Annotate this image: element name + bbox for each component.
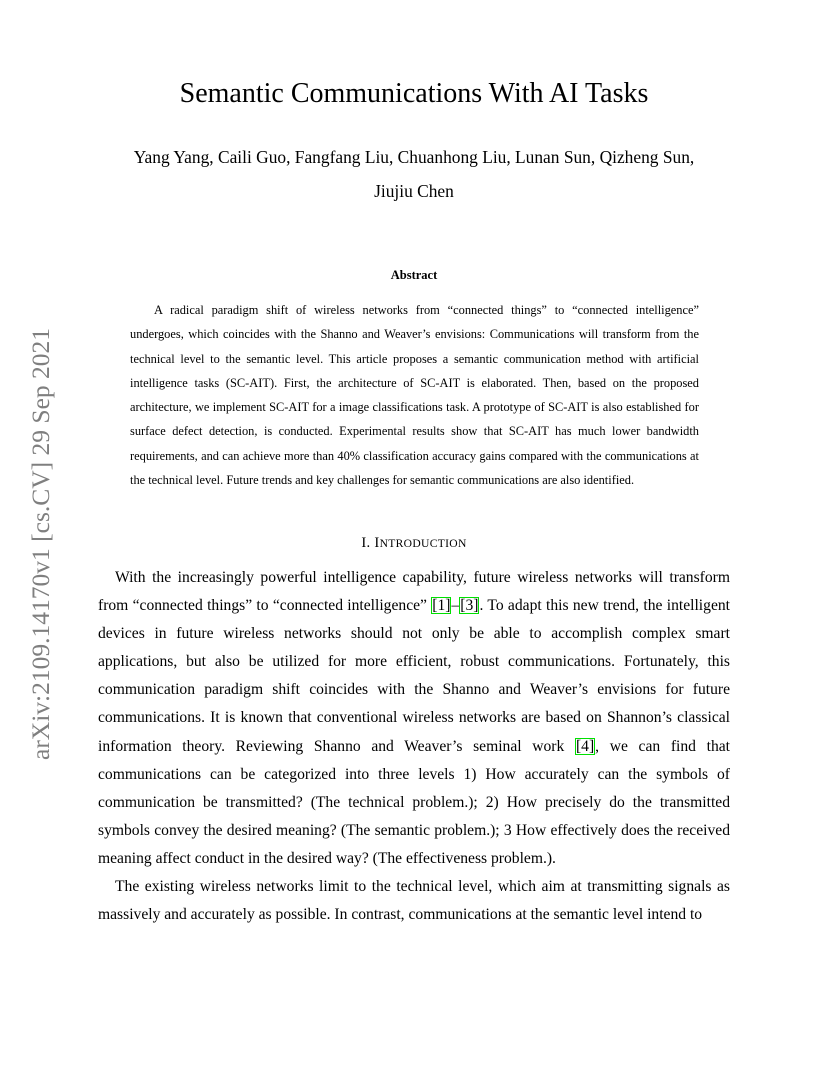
paragraph-text: , we can find that communications can be categorized into three levels 1) How accurately can the symbols of communication be transmitted? (The technical problem.); 2) How precisely do the transmitted symbols convey the desired meaning? (The semantic problem.); 3 How effectively does the received meaning affect conduct in the desired way? (The effectiveness problem.). [98, 737, 730, 867]
authors-line-1: Yang Yang, Caili Guo, Fangfang Liu, Chuanhong Liu, Lunan Sun, Qizheng Sun, [133, 147, 695, 167]
citation-link-1[interactable]: [1] [432, 597, 451, 615]
introduction-paragraph-2: The existing wireless networks limit to the technical level, which aim at transmitting signals as massively and accurately as possible. In contrast, communications at the semantic level intend to [98, 878, 730, 924]
introduction-paragraph-1 [98, 564, 730, 873]
authors-line-2: Jiujiu Chen [374, 181, 454, 201]
paragraph-text: . To adapt this new trend, the intelligent devices in future wireless networks should not only be able to accomplish complex smart applications, but also be utilized for more efficient, robust communications. Fortunately, this communication paradigm shift coincides with the Shanno and Weaver’s envisions for future communications. It is known that conventional wireless networks are based on Shannon’s classical information theory. Reviewing Shanno and Weaver’s seminal work [98, 597, 730, 755]
citation-link-3[interactable]: [3] [460, 597, 479, 615]
paragraph-text: With the increasingly powerful intelligence capability, future wireless networks will transform from “connected things” to “connected intelligence” [98, 569, 730, 615]
author-list [98, 140, 730, 208]
section-heading [0, 535, 828, 552]
section-title-initial: I [374, 535, 380, 551]
abstract-text: A radical paradigm shift of wireless networks from “connected things” to “connected intelligence” undergoes, which coincides with the Shanno and Weaver’s envisions: Communications will transform from the technical level to the semantic level. This article proposes a semantic communication method with artificial intelligence tasks (SC-AIT). First, the architecture of SC-AIT is elaborated. Then, based on the proposed architecture, we implement SC-AIT for a image classifications task. A prototype of SC-AIT is also established for surface defect detection, is conducted. Experimental results show that SC-AIT has much lower bandwidth requirements, and can achieve more than 40% classification accuracy gains compared with the communications at the technical level. Future trends and key challenges for semantic communications are also identified. [130, 303, 699, 488]
section-title-rest: NTRODUCTION [379, 537, 467, 550]
section-number: I. [361, 535, 371, 551]
citation-range-dash: – [451, 597, 460, 615]
citation-link-4[interactable]: [4] [575, 737, 595, 755]
paper-title: Semantic Communications With AI Tasks [179, 78, 649, 109]
arxiv-identifier: arXiv:2109.14170v1 [cs.CV] 29 Sep 2021 [26, 327, 55, 760]
abstract-heading: Abstract [390, 268, 438, 282]
